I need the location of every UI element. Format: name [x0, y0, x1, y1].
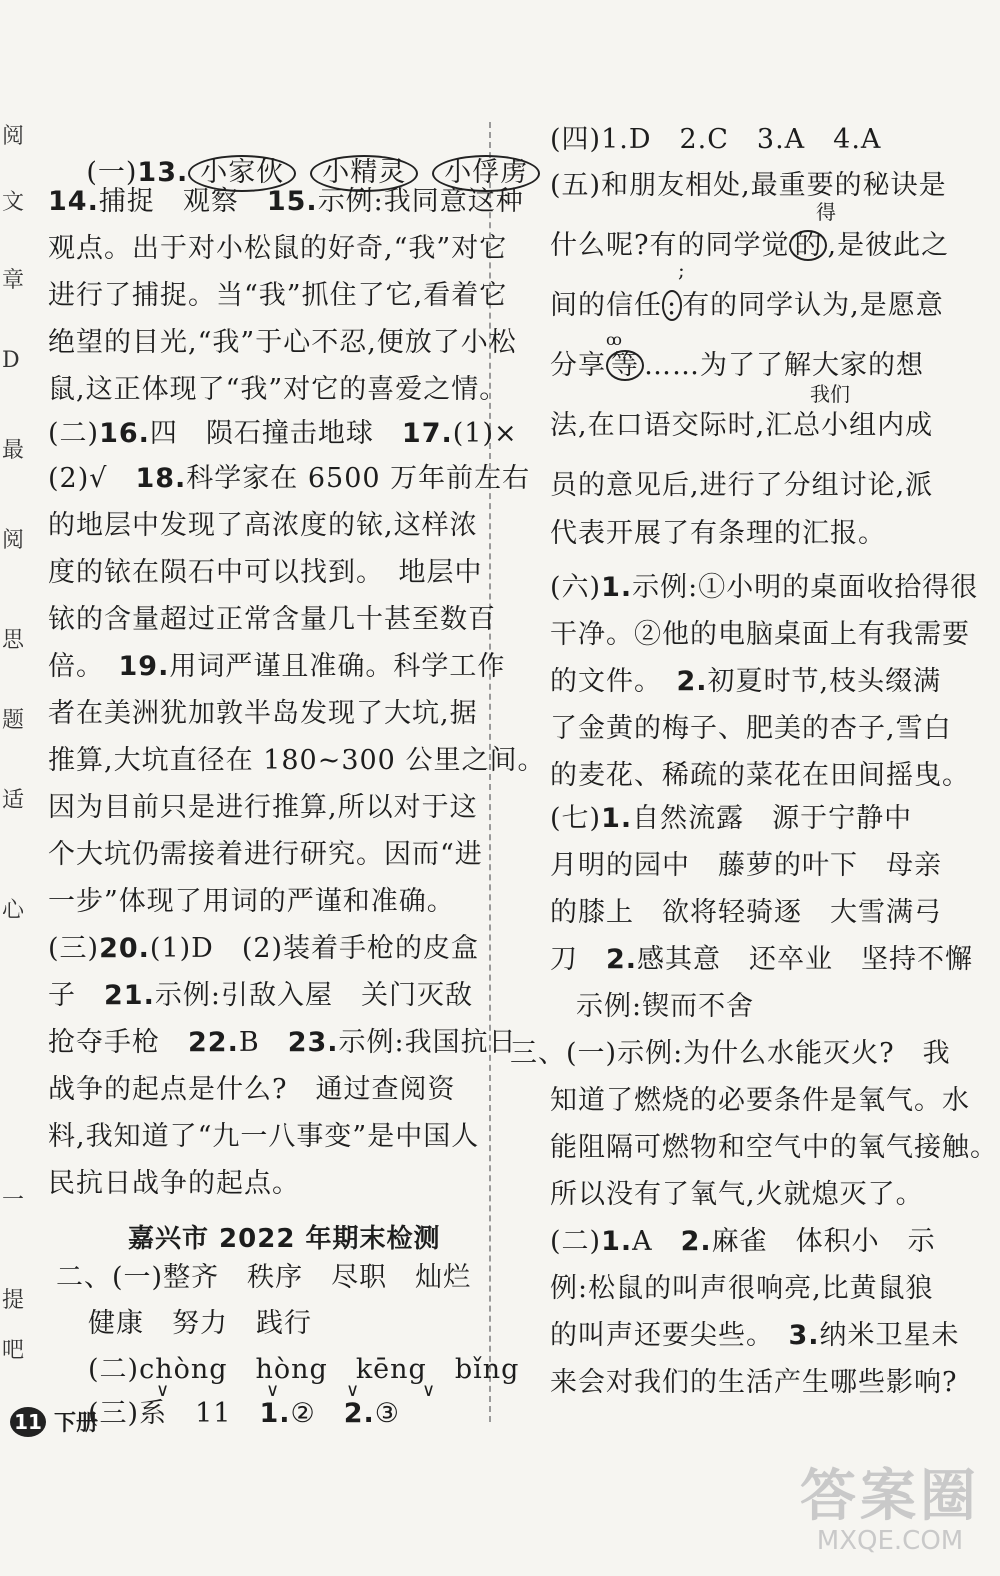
answer-line: 干净。②他的电脑桌面上有我需要: [550, 619, 970, 650]
correction-circle: 等: [606, 350, 644, 381]
answer-line: 间的信任 : 有的同学认为,是愿意: [550, 290, 944, 321]
answer-line: 知道了燃烧的必要条件是氧气。水: [550, 1085, 970, 1116]
bleed-char: 章: [2, 268, 25, 293]
page-number: 11: [10, 1407, 46, 1437]
answer-line: 者在美洲犹加敦半岛发现了大坑,据: [48, 698, 478, 729]
watermark-url: MXQE.COM: [816, 1526, 964, 1556]
answer-line: 分享 等 ……为了了解大家的想: [550, 350, 924, 381]
answer-line: 因为目前只是进行推算,所以对于这: [48, 792, 478, 823]
answer-line: 的文件。 2.初夏时节,枝头缀满: [550, 666, 942, 697]
answer-line: 来会对我们的生活产生哪些影响?: [550, 1367, 958, 1398]
bleed-char: 提: [2, 1288, 25, 1313]
answer-line: 绝望的目光,“我”于心不忍,便放了小松: [48, 327, 517, 358]
answer-line: 了金黄的梅子、肥美的杏子,雪白: [550, 713, 952, 744]
answer-line: 进行了捕捉。当“我”抓住了它,看着它: [48, 280, 508, 311]
answer-line: 一步”体现了用词的严谨和准确。: [48, 886, 455, 917]
correction-insert: 得: [816, 200, 836, 224]
answer-line: 鼠,这正体现了“我”对它的喜爱之情。: [48, 374, 508, 405]
answer-line: 能阻隔可燃物和空气中的氧气接触。: [550, 1132, 998, 1163]
answer-line: 示例:锲而不舍: [576, 991, 755, 1022]
circled-answer: 小俘虏: [432, 155, 540, 192]
volume-label: 下册: [54, 1411, 99, 1436]
tone-mark: ∨: [266, 1380, 280, 1401]
correction-mark: ꝏ: [606, 330, 622, 349]
answer-line: 三、(一)示例:为什么水能灭火? 我: [510, 1038, 951, 1069]
bleed-char: 阅: [2, 124, 25, 149]
answer-line: 铱的含量超过正常含量几十甚至数百: [48, 604, 496, 635]
bleed-char: 吧: [2, 1338, 25, 1363]
exam-heading: 嘉兴市 2022 年期末检测: [128, 1224, 441, 1254]
answer-line: 的膝上 欲将轻骑逐 大雪满弓: [550, 897, 942, 928]
answer-line: (四)1.D 2.C 3.A 4.A: [550, 124, 882, 155]
answer-line: (三)20.(1)D (2)装着手枪的皮盒: [48, 933, 480, 964]
answer-line: (五)和朋友相处,最重要的秘诀是: [550, 170, 947, 201]
answer-line: 民抗日战争的起点。: [48, 1168, 300, 1199]
answer-line: 月明的园中 藤萝的叶下 母亲: [550, 850, 942, 881]
answer-line: 法,在口语交际时,汇总小组内成: [550, 410, 934, 441]
pinyin-line: (二)chòng hòng kēng bǐng: [88, 1354, 520, 1385]
bleed-char: 思: [2, 628, 25, 653]
tone-mark: ∨: [346, 1380, 360, 1401]
answer-line: 健康 努力 践行: [88, 1308, 312, 1339]
circled-answer: 小精灵: [310, 155, 418, 192]
answer-line: 子 21.示例:引敌入屋 关门灭敌: [48, 980, 473, 1011]
correction-circle: :: [662, 290, 682, 321]
answer-line: (二)1.A 2.麻雀 体积小 示: [550, 1226, 936, 1257]
answer-line: 的叫声还要尖些。 3.纳米卫星未: [550, 1320, 960, 1351]
answer-line: 观点。出于对小松鼠的好奇,“我”对它: [48, 233, 508, 264]
answer-line: 刀 2.感其意 还卒业 坚持不懈: [550, 944, 974, 975]
answer-line: 什么呢?有的同学觉 的 ,是彼此之: [550, 230, 950, 261]
bleed-char: 一: [2, 1188, 25, 1213]
answer-line: 推算,大坑直径在 180~300 公里之间。: [48, 745, 546, 776]
bleed-char: 文: [2, 190, 25, 215]
answer-line: 员的意见后,进行了分组讨论,派: [550, 470, 934, 501]
answer-line: 代表开展了有条理的汇报。: [550, 518, 886, 549]
answer-line: 抢夺手枪 22.B 23.示例:我国抗日: [48, 1027, 517, 1058]
answer-line: (六)1.示例:①小明的桌面收拾得很: [550, 572, 979, 603]
adjacent-page-edge: [0, 110, 24, 1390]
bleed-char: 阅: [2, 528, 25, 553]
answer-line: 战争的起点是什么? 通过查阅资: [48, 1074, 456, 1105]
answer-line: 度的铱在陨石中可以找到。 地层中: [48, 557, 483, 588]
watermark: [800, 1452, 980, 1556]
answer-line: 的地层中发现了高浓度的铱,这样浓: [48, 510, 478, 541]
answer-line: 二、(一)整齐 秩序 尽职 灿烂: [56, 1262, 472, 1293]
tone-mark: ∨: [156, 1380, 170, 1401]
bleed-char: 适: [2, 788, 25, 813]
correction-insert: 我们: [810, 382, 850, 406]
tone-mark: ∨: [422, 1380, 436, 1401]
answer-line: 倍。 19.用词严谨且准确。科学工作: [48, 651, 506, 682]
section-label: (一): [86, 157, 138, 188]
circled-answer: 小家伙: [188, 155, 296, 192]
answer-line: (七)1.自然流露 源于宁静中: [550, 803, 913, 834]
answer-line: 的麦花、稀疏的菜花在田间摇曳。: [550, 760, 970, 791]
bleed-char: 最: [2, 438, 25, 463]
answer-line: 个大坑仍需接着进行研究。因而“进: [48, 839, 483, 870]
answer-line: 例:松鼠的叫声很响亮,比黄鼠狼: [550, 1273, 934, 1304]
bleed-char: 心: [2, 898, 25, 923]
answer-line: 14.捕捉 观察 15.示例:我同意这种: [48, 186, 524, 217]
page-footer: [10, 1406, 98, 1437]
bleed-char: 题: [2, 708, 25, 733]
answer-line: (三)系 11 1.② 2.③: [88, 1398, 400, 1429]
watermark-logo: 答案圈: [800, 1464, 980, 1529]
answer-line: (2)√ 18.科学家在 6500 万年前左右: [48, 463, 531, 494]
correction-circle: 的: [789, 230, 827, 261]
correction-insert: ;: [678, 258, 685, 282]
answer-line: 所以没有了氧气,火就熄灭了。: [550, 1179, 924, 1210]
bleed-char: D: [2, 348, 20, 373]
question-number: 13.: [137, 157, 189, 188]
answer-line: 料,我知道了“九一八事变”是中国人: [48, 1121, 480, 1152]
answer-line: (二)16.四 陨石撞击地球 17.(1)×: [48, 418, 518, 449]
